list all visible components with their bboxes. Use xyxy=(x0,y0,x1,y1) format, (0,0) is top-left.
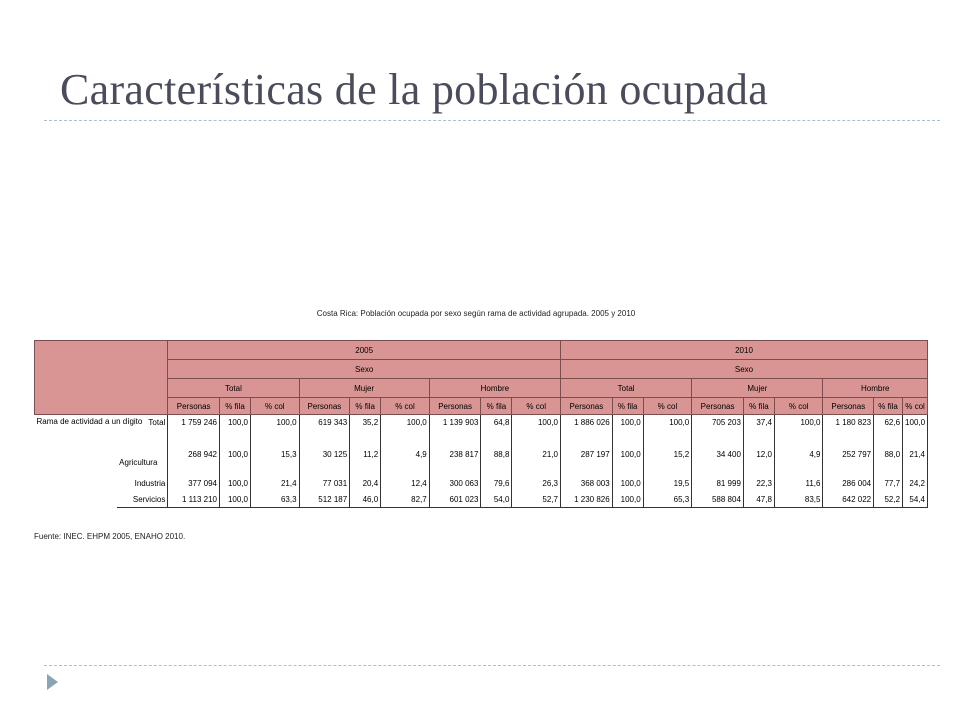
table-cell: 1 230 826 xyxy=(561,491,613,508)
table-cell: 100,0 xyxy=(381,415,430,431)
table-cell: 21,0 xyxy=(512,430,561,475)
table-cell: 300 063 xyxy=(429,475,481,491)
subheader: % fila xyxy=(612,398,643,415)
row-label-servicios: Servicios xyxy=(117,491,168,508)
table-cell: 35,2 xyxy=(350,415,381,431)
table-cell: 15,3 xyxy=(250,430,299,475)
header-row-years xyxy=(35,341,928,360)
table-caption: Costa Rica: Población ocupada por sexo según rama de actividad agrupada. 2005 y 2010 xyxy=(316,309,636,318)
row-label-industria: Industria xyxy=(117,475,168,491)
subheader: Personas xyxy=(168,398,220,415)
data-table xyxy=(34,340,928,508)
table-cell: 588 804 xyxy=(692,491,744,508)
subheader: Personas xyxy=(692,398,744,415)
subheader: % fila xyxy=(874,398,903,415)
table-cell: 1 180 823 xyxy=(823,415,874,431)
table-row-agricultura xyxy=(35,430,928,475)
table-cell: 11,2 xyxy=(350,430,381,475)
table-cell: 47,8 xyxy=(743,491,774,508)
table-cell: 100,0 xyxy=(612,415,643,431)
table-cell: 52,7 xyxy=(512,491,561,508)
subheader: % fila xyxy=(481,398,512,415)
subheader: % col xyxy=(774,398,823,415)
subheader: % fila xyxy=(743,398,774,415)
table-cell: 26,3 xyxy=(512,475,561,491)
table-cell: 30 125 xyxy=(299,430,350,475)
table-cell: 100,0 xyxy=(219,415,250,431)
table-cell: 77,7 xyxy=(874,475,903,491)
subheader: % col xyxy=(512,398,561,415)
table-cell: 77 031 xyxy=(299,475,350,491)
table-cell: 368 003 xyxy=(561,475,613,491)
table-cell: 4,9 xyxy=(774,430,823,475)
table-cell: 22,3 xyxy=(743,475,774,491)
subheader: % col xyxy=(903,398,928,415)
footer-divider xyxy=(44,665,940,666)
header-year-2005: 2005 xyxy=(168,341,561,360)
subheader: Personas xyxy=(823,398,874,415)
table-cell: 1 139 903 xyxy=(429,415,481,431)
table-cell: 100,0 xyxy=(612,475,643,491)
table-cell: 20,4 xyxy=(350,475,381,491)
table-cell: 81 999 xyxy=(692,475,744,491)
row-label-total: Total xyxy=(117,415,168,431)
header-group: Total xyxy=(168,379,299,398)
table-row-total xyxy=(35,415,928,431)
subheader: % fila xyxy=(219,398,250,415)
header-row-groups xyxy=(35,379,928,398)
table-cell: 287 197 xyxy=(561,430,613,475)
header-row-sexo xyxy=(35,360,928,379)
header-corner xyxy=(35,341,168,415)
table-cell: 619 343 xyxy=(299,415,350,431)
table-cell: 100,0 xyxy=(219,430,250,475)
subheader: Personas xyxy=(299,398,350,415)
table-cell: 54,0 xyxy=(481,491,512,508)
table-cell: 83,5 xyxy=(774,491,823,508)
table-cell: 11,6 xyxy=(774,475,823,491)
table-cell: 642 022 xyxy=(823,491,874,508)
header-group: Hombre xyxy=(823,379,928,398)
table-cell: 100,0 xyxy=(219,491,250,508)
table-cell: 1 886 026 xyxy=(561,415,613,431)
row-group-label: Rama de actividad a un dígito xyxy=(36,417,143,426)
header-group: Hombre xyxy=(429,379,560,398)
subheader: % col xyxy=(381,398,430,415)
subheader: % col xyxy=(643,398,692,415)
table-cell: 54,4 xyxy=(903,491,928,508)
header-group: Mujer xyxy=(692,379,823,398)
source-note: Fuente: INEC. EHPM 2005, ENAHO 2010. xyxy=(34,532,186,541)
table-cell: 100,0 xyxy=(612,491,643,508)
table-cell: 100,0 xyxy=(903,415,928,431)
table-cell: 88,0 xyxy=(874,430,903,475)
table-cell: 12,4 xyxy=(381,475,430,491)
header-row-subheaders xyxy=(35,398,928,415)
table-cell: 37,4 xyxy=(743,415,774,431)
table-cell: 34 400 xyxy=(692,430,744,475)
table-cell: 52,2 xyxy=(874,491,903,508)
table-cell: 100,0 xyxy=(250,415,299,431)
table-cell: 252 797 xyxy=(823,430,874,475)
table-cell: 12,0 xyxy=(743,430,774,475)
table-cell: 100,0 xyxy=(643,415,692,431)
table-row-industria xyxy=(35,475,928,491)
subheader: % col xyxy=(250,398,299,415)
title-divider xyxy=(44,120,940,121)
table-cell: 268 942 xyxy=(168,430,220,475)
slide-title: Características de la población ocupada xyxy=(60,65,769,114)
row-label-agricultura: Agricultura xyxy=(117,430,168,475)
triangle-bullet-icon xyxy=(47,674,58,690)
table-cell: 512 187 xyxy=(299,491,350,508)
table-cell: 100,0 xyxy=(219,475,250,491)
table-cell: 601 023 xyxy=(429,491,481,508)
table-cell: 46,0 xyxy=(350,491,381,508)
table-cell: 1 759 246 xyxy=(168,415,220,431)
table-cell: 100,0 xyxy=(512,415,561,431)
table-cell: 82,7 xyxy=(381,491,430,508)
table-cell: 1 113 210 xyxy=(168,491,220,508)
header-sexo-2005: Sexo xyxy=(168,360,561,379)
table-cell: 63,3 xyxy=(250,491,299,508)
table-cell: 100,0 xyxy=(612,430,643,475)
table-cell: 88,8 xyxy=(481,430,512,475)
table-cell: 65,3 xyxy=(643,491,692,508)
table-cell: 100,0 xyxy=(774,415,823,431)
table-cell: 377 094 xyxy=(168,475,220,491)
table-cell: 286 004 xyxy=(823,475,874,491)
subheader: Personas xyxy=(429,398,481,415)
table-cell: 4,9 xyxy=(381,430,430,475)
table-cell: 15,2 xyxy=(643,430,692,475)
header-group: Total xyxy=(561,379,692,398)
table-cell: 64,8 xyxy=(481,415,512,431)
table-cell: 62,6 xyxy=(874,415,903,431)
subheader: Personas xyxy=(561,398,613,415)
subheader: % fila xyxy=(350,398,381,415)
table-cell: 79,6 xyxy=(481,475,512,491)
table-cell: 21,4 xyxy=(903,430,928,475)
table-row-servicios xyxy=(35,491,928,508)
table-cell: 705 203 xyxy=(692,415,744,431)
table-cell: 24,2 xyxy=(903,475,928,491)
header-sexo-2010: Sexo xyxy=(561,360,928,379)
header-year-2010: 2010 xyxy=(561,341,928,360)
table-cell: 238 817 xyxy=(429,430,481,475)
table-cell: 19,5 xyxy=(643,475,692,491)
header-group: Mujer xyxy=(299,379,429,398)
table-cell: 21,4 xyxy=(250,475,299,491)
